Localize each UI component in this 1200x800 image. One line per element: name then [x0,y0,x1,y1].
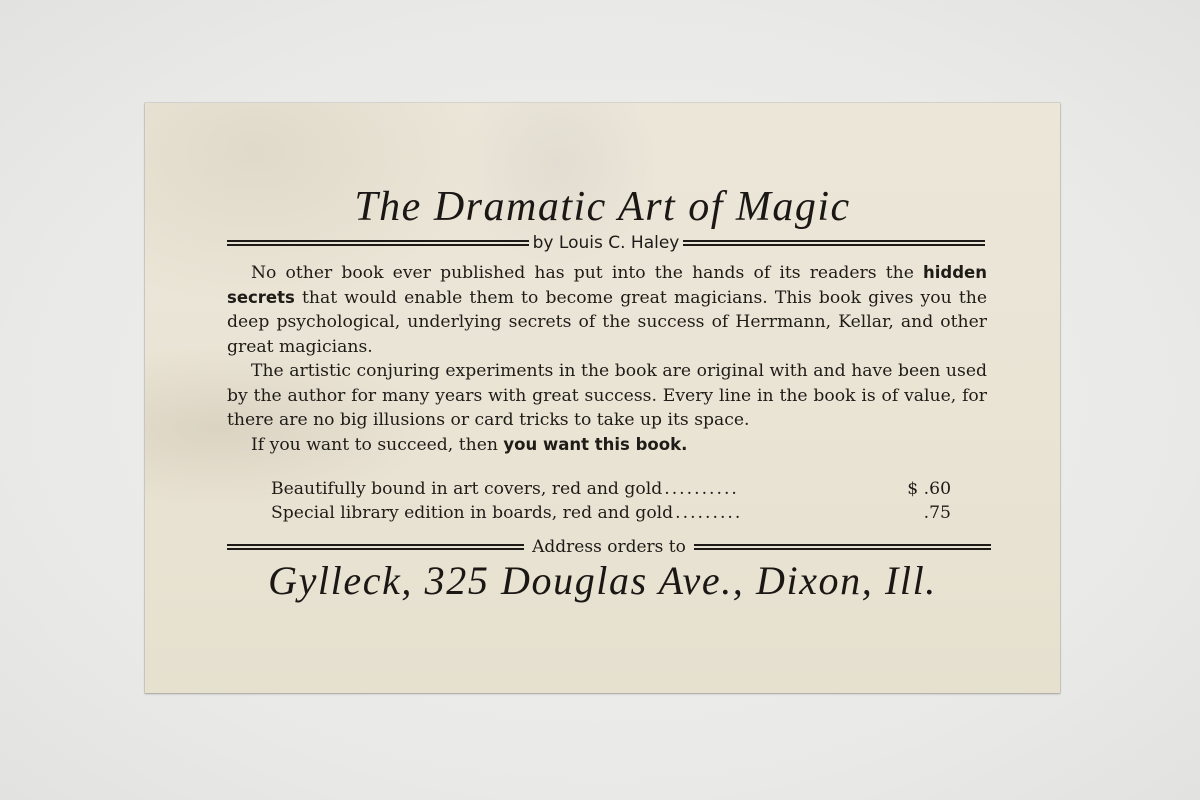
paragraph-1-emphasis: hidden secrets [227,263,987,307]
author-byline: by Louis C. Haley [532,233,680,253]
price-amount: $ .60 [907,479,951,499]
double-rule-left [227,544,524,550]
double-rule-right [694,544,991,550]
advertisement-card [145,103,1060,693]
double-rule-right [683,240,985,246]
paragraph-1-lead: No other book ever published has put into the hands of its readers the [251,263,924,283]
double-rule-left [227,240,529,246]
price-label: Beautifully bound in art covers, red and gold [271,479,663,499]
body-copy [227,261,987,457]
price-row [271,503,951,527]
paragraph-3-emphasis: you want this book. [503,434,688,454]
book-title: The Dramatic Art of Magic [354,184,851,230]
price-leader-dots: .......... [664,479,739,499]
byline-row [227,231,985,255]
paragraph-3 [227,433,987,458]
orders-row [227,535,991,559]
orders-label: Address orders to [532,537,686,557]
paragraph-1-rest: that would enable them to become great magicians. This book gives you the deep psychological, underlying secrets of the success of Herrmann, Kellar, and other great magicians. [227,287,987,357]
price-row [271,479,951,503]
price-list [271,479,951,527]
paragraph-2: The artistic conjuring experiments in the book are original with and have been used by the author for many years with great success. Every line in the book is of value, for there are no big illusions or card tricks to take up its space. [227,361,987,430]
paragraph-3-lead: If you want to succeed, then [251,434,504,455]
price-amount: .75 [923,503,951,523]
paragraph-1 [227,261,987,359]
price-leader-dots: ......... [675,503,743,523]
price-label: Special library edition in boards, red and gold [271,503,674,523]
mailing-address: Gylleck, 325 Douglas Ave., Dixon, Ill. [268,558,937,603]
